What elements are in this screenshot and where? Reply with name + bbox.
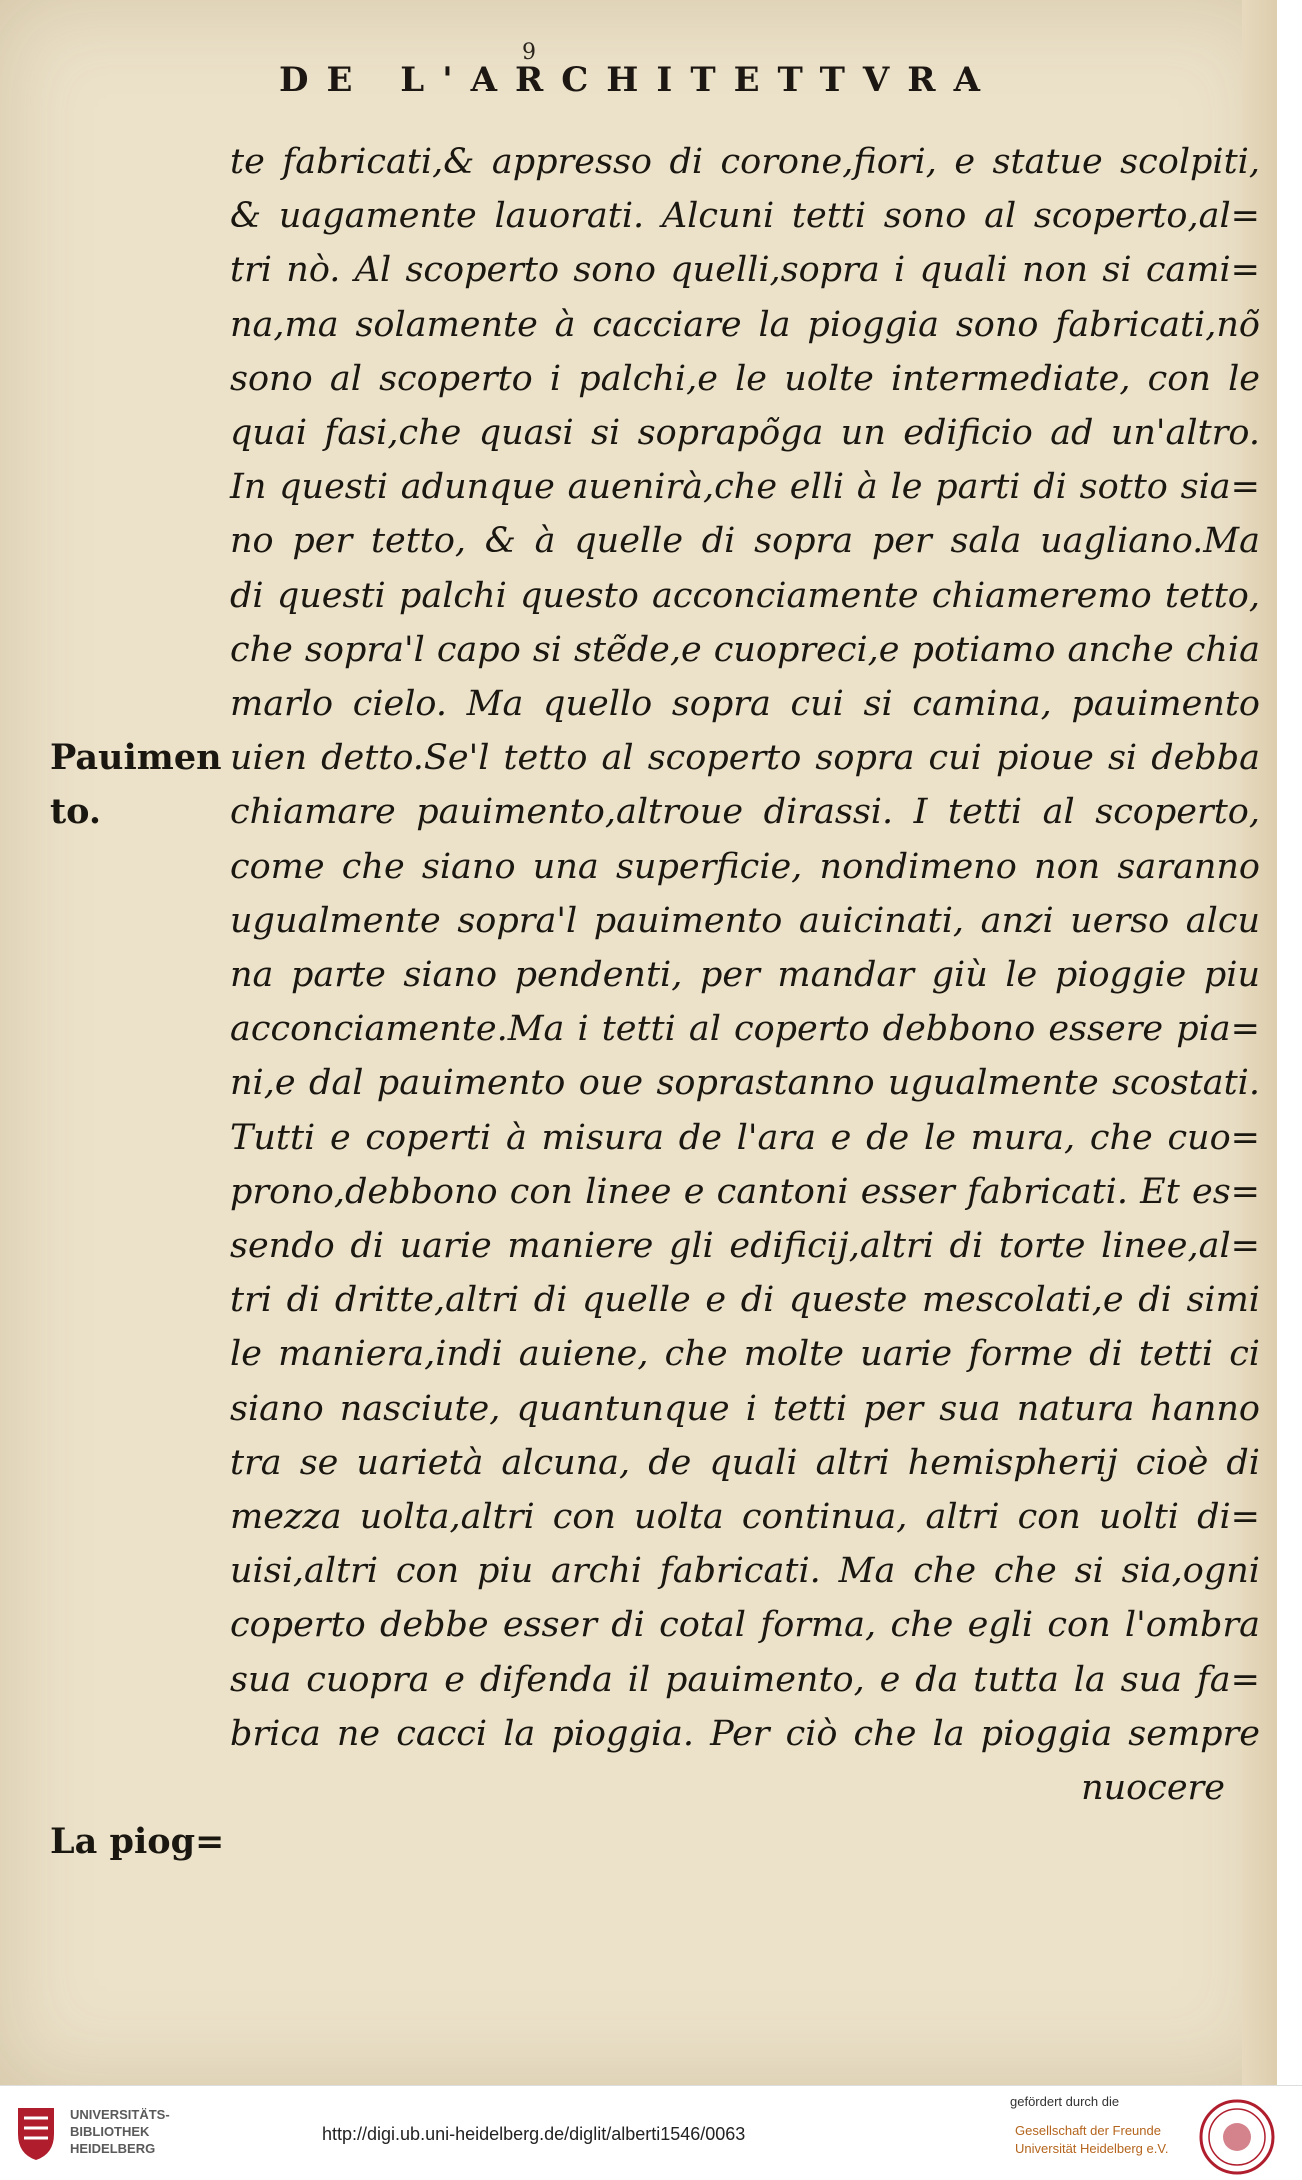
footer-bar — [0, 2085, 1302, 2180]
margin-note-line: to. — [50, 791, 102, 833]
funded-by-label: gefördert durch die — [1010, 2094, 1120, 2109]
text-line: sendo di uarie maniere gli edificij,altri di torte linee,al= — [230, 1226, 1260, 1267]
society-name-line: Gesellschaft der Freunde — [1015, 2123, 1161, 2138]
society-name-line: Universität Heidelberg e.V. — [1015, 2141, 1169, 2156]
text-line: sua cuopra e difenda il pauimento, e da tutta la sua fa= — [230, 1659, 1260, 1700]
text-line: tri nò. Al scoperto sono quelli,sopra i quali non si cami= — [230, 250, 1260, 291]
body-text-block — [230, 135, 1260, 1815]
text-line: nuocere — [1081, 1768, 1225, 1809]
folio-number: 9 — [522, 40, 536, 65]
text-line: tra se uarietà alcuna, de quali altri hemispherij cioè di — [230, 1442, 1260, 1483]
library-name-line: BIBLIOTHEK — [70, 2124, 150, 2139]
university-seal-icon — [1198, 2098, 1276, 2176]
text-line: tri di dritte,altri di quelle e di queste mescolati,e di simi — [230, 1280, 1260, 1321]
library-name — [70, 2106, 170, 2157]
text-line: quai fasi,che quasi si soprapõga un edificio ad un'altro. — [230, 413, 1260, 454]
text-line: brica ne cacci la pioggia. Per ciò che la pioggia sempre — [230, 1713, 1260, 1754]
text-line: chiamare pauimento,altroue dirassi. I tetti al scoperto, — [230, 792, 1260, 833]
text-line: le maniera,indi auiene, che molte uarie forme di tetti ci — [230, 1334, 1260, 1375]
library-name-line: HEIDELBERG — [70, 2141, 156, 2156]
margin-note-pioggia: La piog= — [50, 1821, 225, 1862]
text-line: ni,e dal pauimento oue soprastanno ugualmente scostati. — [230, 1063, 1260, 1104]
library-name-line: UNIVERSITÄTS- — [70, 2107, 170, 2122]
text-line: & uagamente lauorati. Alcuni tetti sono al scoperto,al= — [230, 196, 1260, 237]
text-line: acconciamente.Ma i tetti al coperto debbono essere pia= — [230, 1009, 1260, 1050]
text-line: come che siano una superficie, nondimeno non saranno — [230, 846, 1260, 887]
university-library-logo-icon — [14, 2104, 58, 2162]
text-line: no per tetto, & à quelle di sopra per sala uagliano.Ma — [230, 521, 1260, 562]
text-line: prono,debbono con linee e cantoni esser fabricati. Et es= — [230, 1171, 1260, 1212]
text-line: uisi,altri con piu archi fabricati. Ma che che si sia,ogni — [230, 1551, 1260, 1592]
margin-note-pauimento — [50, 731, 225, 839]
text-line: In questi adunque auenirà,che elli à le parti di sotto sia= — [230, 467, 1260, 508]
text-line: siano nasciute, quantunque i tetti per sua natura hanno — [230, 1388, 1260, 1429]
text-line: che sopra'l capo si stẽde,e cuopreci,e potiamo anche chia — [230, 629, 1260, 670]
text-line: mezza uolta,altri con uolta continua, altri con uolti di= — [230, 1497, 1260, 1538]
text-line: uien detto.Se'l tetto al scoperto sopra cui pioue si debba — [230, 738, 1260, 779]
text-line: ugualmente sopra'l pauimento auicinati, anzi uerso alcu — [230, 900, 1260, 941]
text-line: na parte siano pendenti, per mandar giù le pioggie piu — [230, 955, 1260, 996]
text-line: sono al scoperto i palchi,e le uolte intermediate, con le — [230, 358, 1260, 399]
text-line: na,ma solamente à cacciare la pioggia sono fabricati,nõ — [230, 304, 1260, 345]
permalink-url[interactable]: http://digi.ub.uni-heidelberg.de/diglit/alberti1546/0063 — [322, 2124, 746, 2144]
text-line: te fabricati,& appresso di corone,fiori, e statue scolpiti, — [230, 142, 1260, 182]
society-name — [1015, 2122, 1168, 2158]
text-line: di questi palchi questo acconciamente chiameremo tetto, — [230, 575, 1260, 616]
running-head: DE L'ARCHITETTVRA — [279, 60, 998, 100]
text-line: coperto debbe esser di cotal forma, che egli con l'ombra — [230, 1605, 1260, 1646]
margin-note-line: Pauimen — [50, 737, 222, 778]
text-line: Tutti e coperti à misura de l'ara e de le mura, che cuo= — [230, 1117, 1260, 1158]
text-line: marlo cielo. Ma quello sopra cui si camina, pauimento — [230, 684, 1260, 725]
